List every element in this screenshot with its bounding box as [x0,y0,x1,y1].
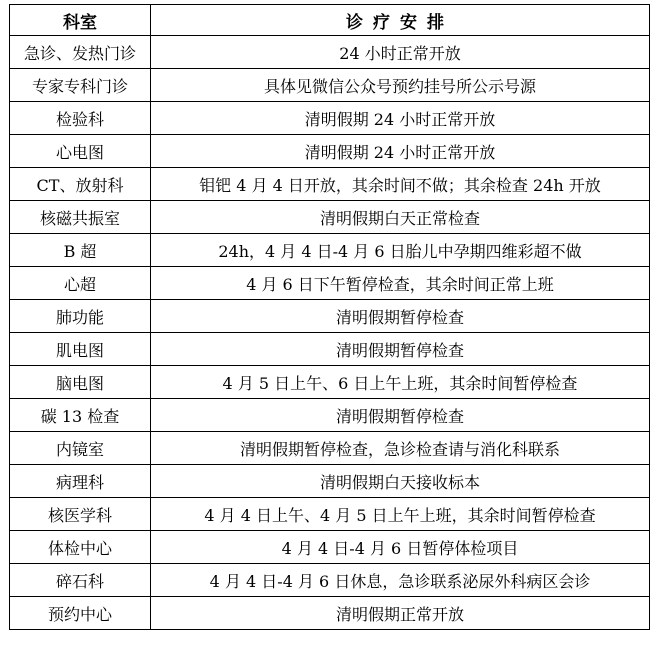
department-cell: 心电图 [10,135,151,168]
department-cell: 脑电图 [10,366,151,399]
table-row [10,135,650,168]
table-row [10,564,650,597]
schedule-cell: 清明假期 24 小时正常开放 [151,135,650,168]
department-cell: B 超 [10,234,151,267]
table-row [10,333,650,366]
schedule-cell: 4 月 4 日-4 月 6 日暂停体检项目 [151,531,650,564]
table-row [10,102,650,135]
schedule-cell: 4 月 4 日-4 月 6 日休息，急诊联系泌尿外科病区会诊 [151,564,650,597]
table-row [10,432,650,465]
table-row [10,234,650,267]
schedule-cell: 24h，4 月 4 日-4 月 6 日胎儿中孕期四维彩超不做 [151,234,650,267]
header-row [10,5,650,36]
table-row [10,69,650,102]
department-cell: 体检中心 [10,531,151,564]
table-row [10,531,650,564]
schedule-cell: 清明假期暂停检查，急诊检查请与消化科联系 [151,432,650,465]
schedule-cell: 24 小时正常开放 [151,36,650,69]
table-row [10,498,650,531]
table-row [10,597,650,630]
schedule-cell: 4 月 5 日上午、6 日上午上班，其余时间暂停检查 [151,366,650,399]
schedule-cell: 钼钯 4 月 4 日开放，其余时间不做；其余检查 24h 开放 [151,168,650,201]
schedule-cell: 4 月 6 日下午暂停检查，其余时间正常上班 [151,267,650,300]
schedule-cell: 清明假期 24 小时正常开放 [151,102,650,135]
department-cell: 肺功能 [10,300,151,333]
department-cell: 内镜室 [10,432,151,465]
department-cell: 急诊、发热门诊 [10,36,151,69]
schedule-sheet [9,4,649,644]
schedule-cell: 清明假期正常开放 [151,597,650,630]
schedule-cell: 清明假期暂停检查 [151,333,650,366]
table-row [10,201,650,234]
schedule-body [10,36,650,630]
department-cell: 病理科 [10,465,151,498]
table-row [10,465,650,498]
schedule-cell: 清明假期白天接收标本 [151,465,650,498]
schedule-cell: 清明假期暂停检查 [151,300,650,333]
department-cell: 检验科 [10,102,151,135]
department-cell: 碳 13 检查 [10,399,151,432]
department-cell: 碎石科 [10,564,151,597]
department-cell: 心超 [10,267,151,300]
schedule-cell: 具体见微信公众号预约挂号所公示号源 [151,69,650,102]
table-row [10,366,650,399]
table-row [10,36,650,69]
department-cell: CT、放射科 [10,168,151,201]
table-row [10,267,650,300]
header-department: 科室 [10,5,151,36]
table-row [10,300,650,333]
department-cell: 核医学科 [10,498,151,531]
schedule-table [9,4,650,630]
schedule-cell: 清明假期白天正常检查 [151,201,650,234]
department-cell: 专家专科门诊 [10,69,151,102]
department-cell: 肌电图 [10,333,151,366]
table-row [10,168,650,201]
table-row [10,399,650,432]
schedule-cell: 4 月 4 日上午、4 月 5 日上午上班，其余时间暂停检查 [151,498,650,531]
department-cell: 预约中心 [10,597,151,630]
header-schedule: 诊疗安排 [151,5,650,36]
department-cell: 核磁共振室 [10,201,151,234]
schedule-cell: 清明假期暂停检查 [151,399,650,432]
